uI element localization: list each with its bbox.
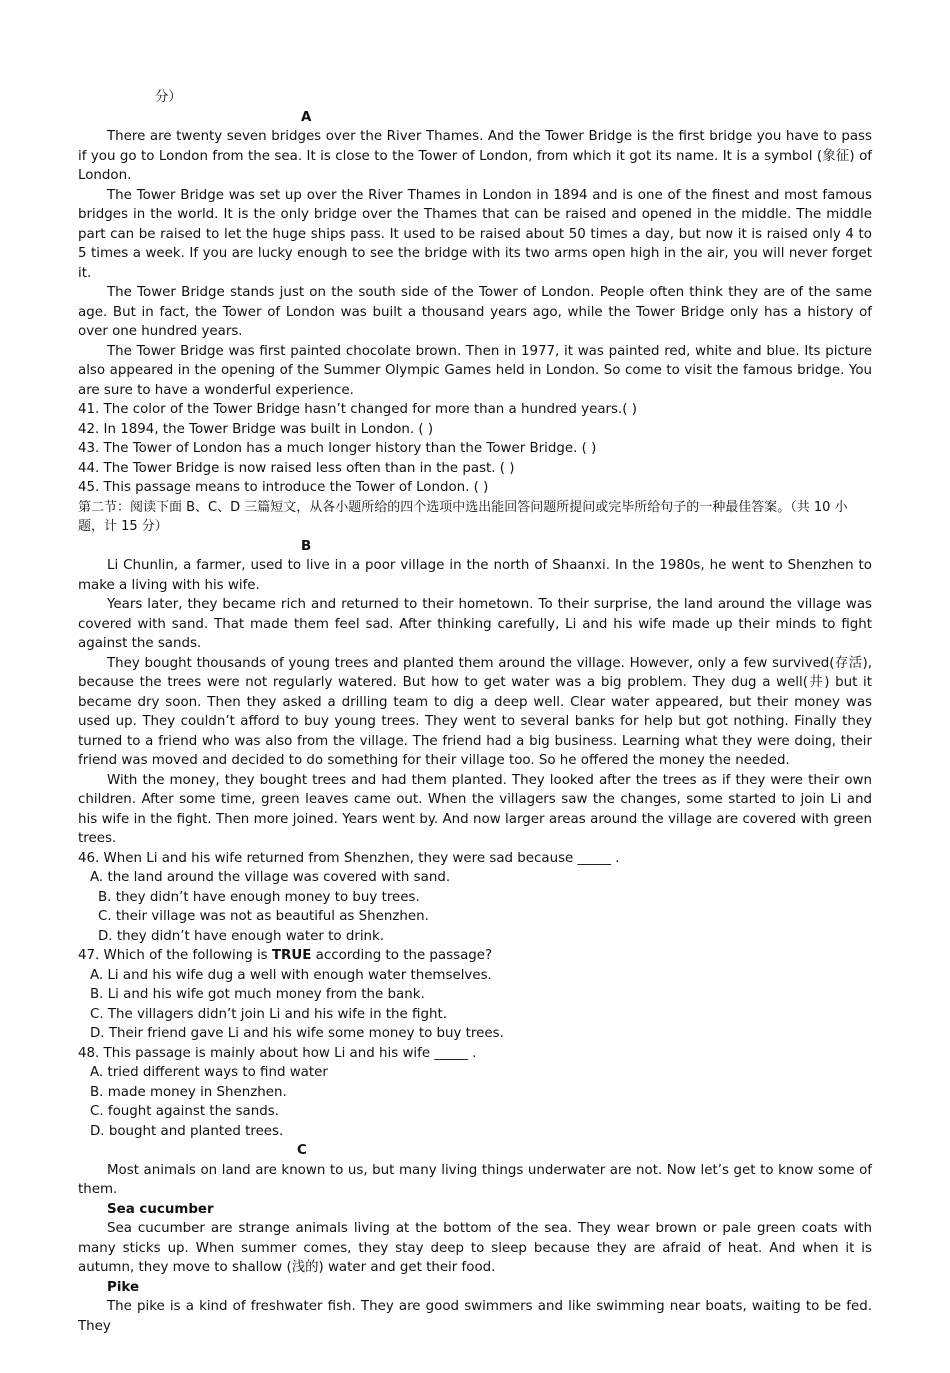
score-fragment: 分） — [155, 90, 182, 105]
passage-a-paragraph-3: The Tower Bridge stands just on the south side of the Tower of London. People often think they are of the same age. But in fact, the Tower of London was built a thousand years ago, while the Tower Bridge only has a history of over one hundred years. — [78, 285, 872, 339]
q46-option-d: D. they didn’t have enough water to drink. — [98, 928, 385, 944]
q47-option-c: C. The villagers didn’t join Li and his wife in the fight. — [90, 1006, 447, 1022]
q46-option-c: C. their village was not as beautiful as Shenzhen. — [98, 909, 429, 924]
question-46: 46. When Li and his wife returned from Shenzhen, they were sad because _____ . — [78, 850, 620, 866]
q47-stem-after: according to the passage? — [311, 948, 493, 963]
section-2-instruction: 第二节：阅读下面 B、C、D 三篇短文，从各小题所给的四个选项中选出能回答问题所提问或完毕所给句子的一种最佳答案。（共 10 小题，计 15 分） — [78, 499, 848, 534]
question-41: 41. The color of the Tower Bridge hasn’t changed for more than a hundred years.( ) — [78, 402, 637, 417]
passage-a-heading: A — [301, 109, 312, 125]
q47-option-b: B. Li and his wife got much money from the bank. — [90, 987, 425, 1002]
q46-option-b: B. they didn’t have enough money to buy trees. — [98, 889, 420, 905]
passage-b-paragraph-1: Li Chunlin, a farmer, used to live in a poor village in the north of Shaanxi. In the 1980s, he went to Shenzhen to make a living with his wife. — [78, 558, 872, 593]
exam-page — [78, 88, 872, 1334]
passage-b-paragraph-2: Years later, they became rich and returned to their hometown. To their surprise, the land around the village was covered with sand. That made them feel sad. After thinking carefully, Li and his wife made up their minds to fight against the sands. — [78, 597, 872, 651]
q47-option-d: D. Their friend gave Li and his wife some money to buy trees. — [90, 1026, 504, 1041]
question-43: 43. The Tower of London has a much longer history than the Tower Bridge. ( ) — [78, 441, 597, 456]
passage-a-paragraph-2: The Tower Bridge was set up over the River Thames in London in 1894 and is one of the finest and most famous bridges in the world. It is the only bridge over the Thames that can be raised and opened in the middle. The middle part can be raised to let the huge ships pass. It used to be raised about 50 times a day, but now it is raised only 4 to 5 times a week. If you are lucky enough to see the bridge with its two arms open high in the air, you will never forget it. — [78, 187, 872, 281]
passage-a-paragraph-4: The Tower Bridge was first painted chocolate brown. Then in 1977, it was painted red, white and blue. Its picture also appeared in the opening of the Summer Olympic Games held in London. So come to visit the famous bridge. You are sure to have a wonderful experience. — [78, 343, 872, 398]
question-44: 44. The Tower Bridge is now raised less often than in the past. ( ) — [78, 460, 515, 476]
pike-title: Pike — [107, 1279, 140, 1295]
q48-option-d: D. bought and planted trees. — [90, 1123, 284, 1139]
passage-b-heading: B — [301, 538, 312, 554]
passage-a-paragraph-1: There are twenty seven bridges over the River Thames. And the Tower Bridge is the first bridge you have to pass if you go to London from the sea. It is close to the Tower of London, from which it got its name. It is a symbol (象征) of London. — [78, 129, 872, 183]
passage-c-intro: Most animals on land are known to us, but many living things underwater are not. Now let’s get to know some of them. — [78, 1162, 872, 1197]
q47-option-a: A. Li and his wife dug a well with enough water themselves. — [90, 967, 492, 983]
sea-cucumber-text: Sea cucumber are strange animals living at the bottom of the sea. They wear brown or pale green coats with many sticks up. When summer comes, they stay deep to sleep because they are afraid of heat. And when it is autumn, they move to shallow (浅的) water and get their food. — [78, 1221, 872, 1275]
q48-option-b: B. made money in Shenzhen. — [90, 1084, 287, 1100]
passage-c-heading: C — [297, 1143, 307, 1158]
q47-stem-before: 47. Which of the following is — [78, 948, 272, 963]
passage-b-paragraph-3: They bought thousands of young trees and planted them around the village. However, only a few survived(存活), because the trees were not regularly watered. But how to get water was a big problem. They dug a well(井) but it became dry soon. Then they asked a drilling team to dig a deep well. Clear water appeared, but their money was used up. They couldn’t afford to buy young trees. They went to several banks for help but got nothing. Finally they turned to a friend who was also from the village. The friend had a big business. Learning what they were doing, their friend was moved and decided to do something for their village too. So he offered the money the needed. — [78, 655, 872, 768]
passage-b-paragraph-4: With the money, they bought trees and had them planted. They looked after the trees as if they were their own children. After some time, green leaves came out. When the villagers saw the changes, some started to join Li and his wife in the fight. Then more joined. Years went by. And now larger areas around the village are covered with green trees. — [78, 772, 872, 846]
question-48: 48. This passage is mainly about how Li and his wife _____ . — [78, 1045, 477, 1061]
sea-cucumber-title: Sea cucumber — [107, 1201, 214, 1217]
q48-option-a: A. tried different ways to find water — [90, 1065, 328, 1080]
q46-option-a: A. the land around the village was covered with sand. — [90, 870, 451, 885]
question-42: 42. In 1894, the Tower Bridge was built in London. ( ) — [78, 421, 434, 437]
question-45: 45. This passage means to introduce the Tower of London. ( ) — [78, 480, 489, 495]
q48-option-c: C. fought against the sands. — [90, 1104, 279, 1119]
q47-stem-bold: TRUE — [271, 948, 312, 963]
pike-text: The pike is a kind of freshwater fish. They are good swimmers and like swimming near boats, waiting to be fed. They — [78, 1299, 872, 1334]
question-47 — [78, 946, 872, 966]
